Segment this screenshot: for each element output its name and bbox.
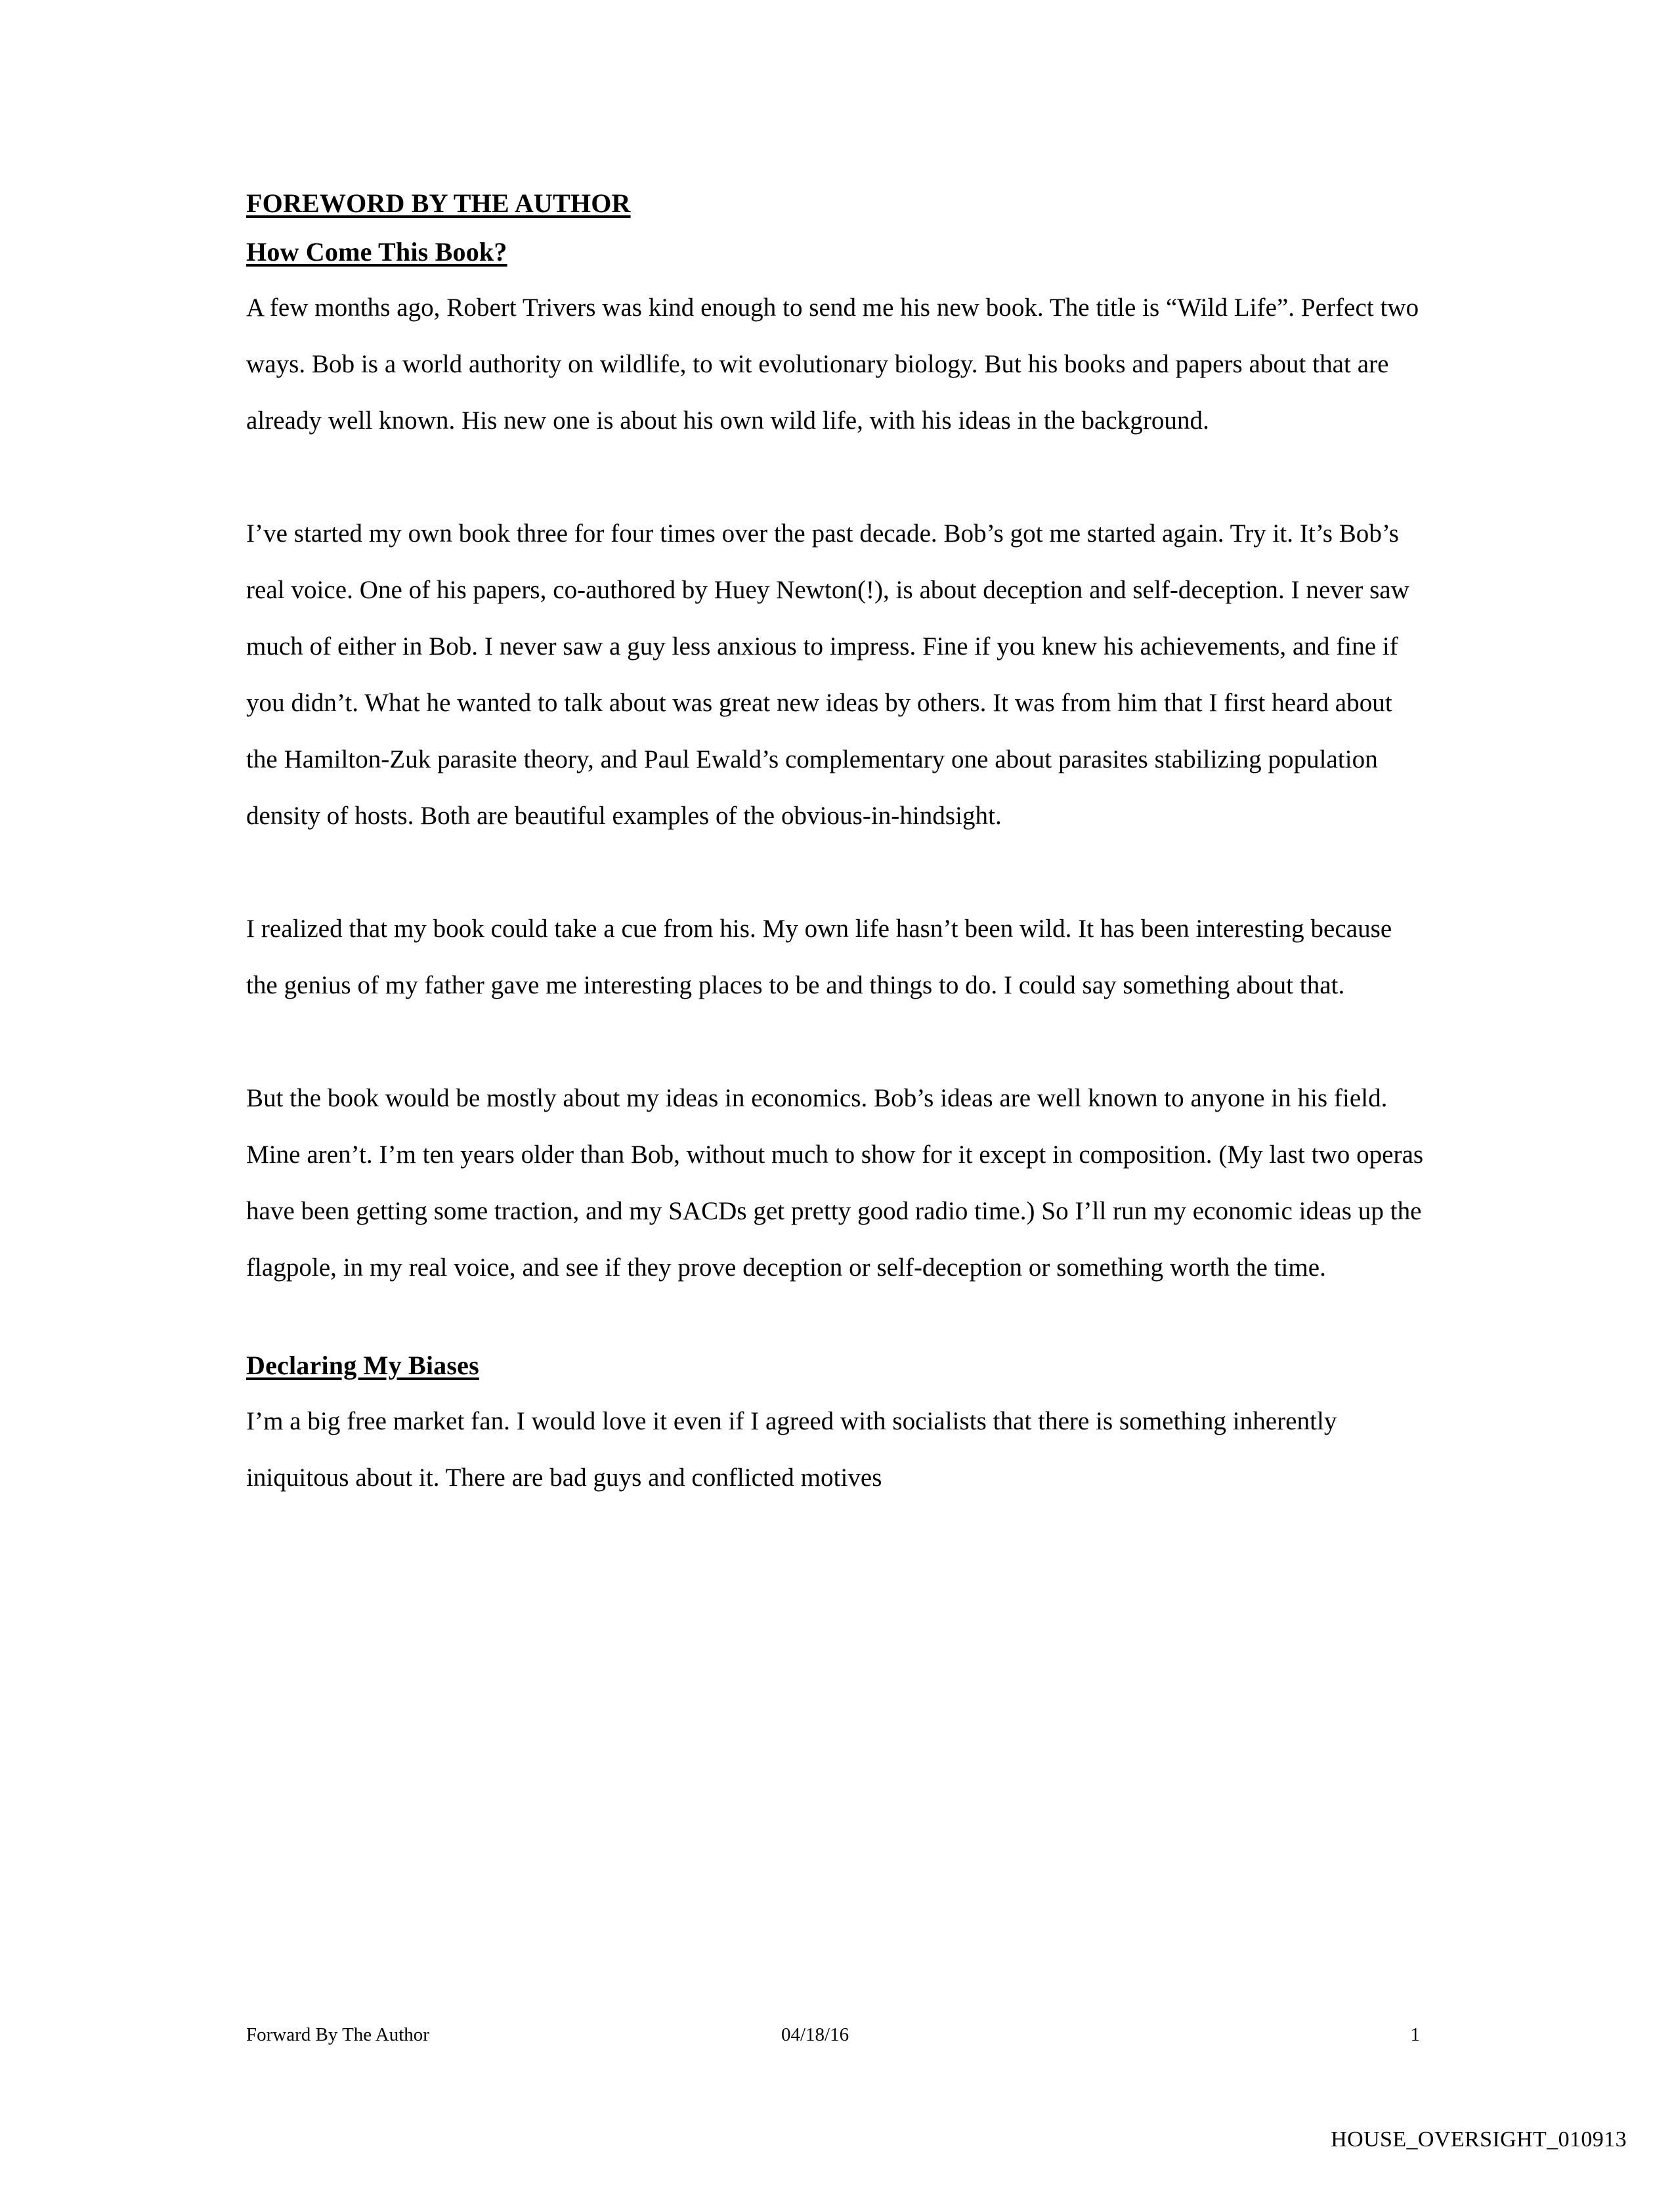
paragraph-5: I’m a big free market fan. I would love it even if I agreed with socialists that there is something inherently iniquitous about it. There are bad guys and conflicted motives — [246, 1407, 1337, 1492]
footer-document-title: Forward By The Author — [246, 2024, 429, 2045]
page-footer — [246, 2026, 1428, 2045]
footer-date: 04/18/16 — [781, 2024, 849, 2045]
document-body — [246, 190, 1428, 1506]
paragraph-3: I realized that my book could take a cue from his. My own life hasn’t been wild. It has been interesting because the genius of my father gave me interesting places to be and things to do. I could say something about that. — [246, 915, 1392, 999]
paragraph-2: I’ve started my own book three for four times over the past decade. Bob’s got me started again. Try it. It’s Bob’s real voice. One of his papers, co-authored by Huey Newton(!), is about deception and self-deception. I never saw much of either in Bob. I never saw a guy less anxious to impress. Fine if you knew his achievements, and fine if you didn’t. What he wanted to talk about was great new ideas by others. It was from him that I first heard about the Hamilton-Zuk parasite theory, and Paul Ewald’s complementary one about parasites stabilizing population density of hosts. Both are beautiful examples of the obvious-in-hindsight. — [246, 519, 1409, 830]
footer-page-number: 1 — [1410, 2024, 1420, 2045]
section-heading-declaring-my-biases: Declaring My Biases — [246, 1351, 479, 1380]
page-title: FOREWORD BY THE AUTHOR — [246, 188, 631, 218]
section-spacer — [246, 1296, 1428, 1353]
paragraph-1: A few months ago, Robert Trivers was kind enough to send me his new book. The title is “Wild Life”. Perfect two ways. Bob is a world authority on wildlife, to wit evolutionary biology. But his books and papers about that are already well known. His new one is about his own wild life, with his ideas in the background. — [246, 293, 1419, 435]
bates-stamp: HOUSE_OVERSIGHT_010913 — [1331, 2127, 1627, 2152]
section-heading-how-come-this-book: How Come This Book? — [246, 237, 507, 267]
paragraph-4: But the book would be mostly about my ideas in economics. Bob’s ideas are well known to anyone in his field. Mine aren’t. I’m ten years older than Bob, without much to show for it except in composition. (My last two operas have been getting some traction, and my SACDs get pretty good radio time.) So I’ll run my economic ideas up the flagpole, in my real voice, and see if they prove deception or self-deception or something worth the time. — [246, 1084, 1424, 1282]
